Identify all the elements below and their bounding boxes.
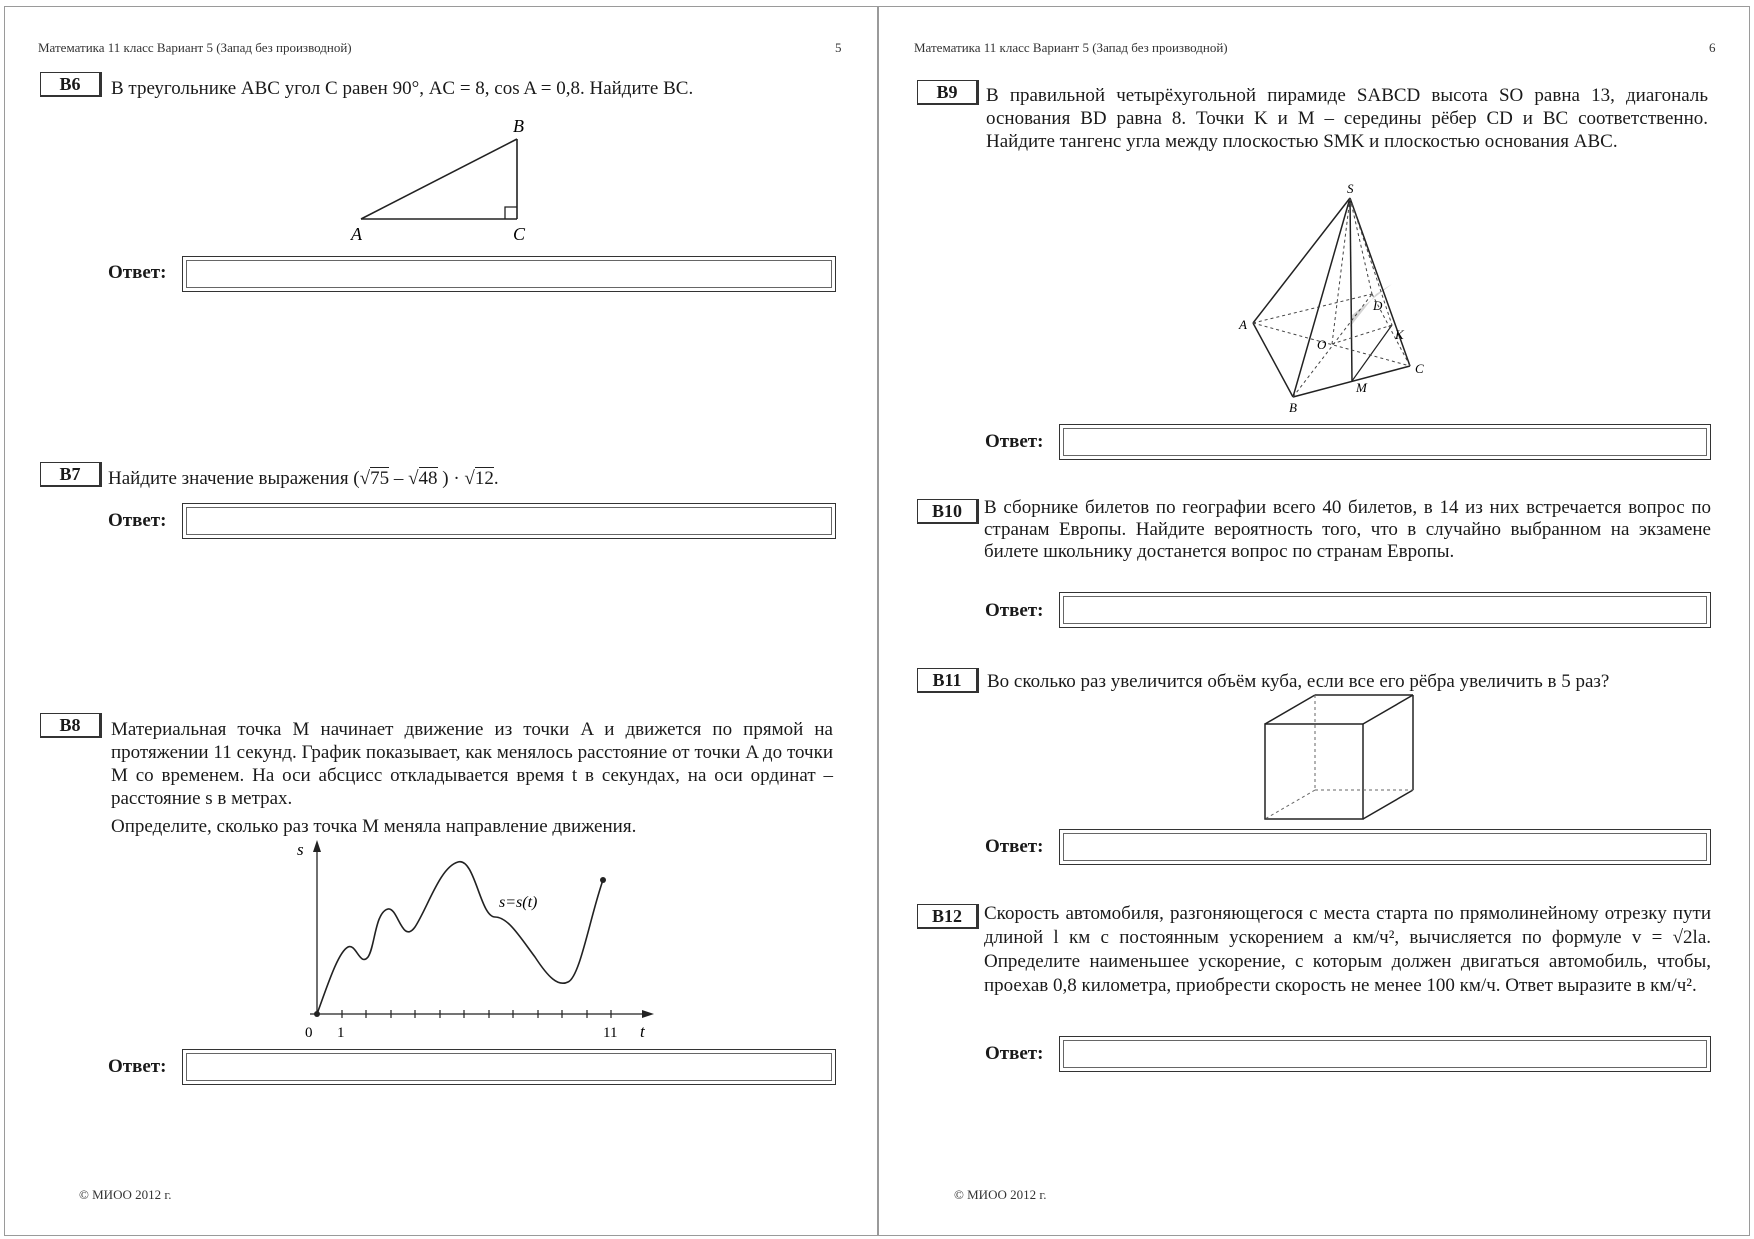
answer-label-b10: Ответ: — [985, 600, 1044, 621]
page-number: 5 — [835, 40, 842, 55]
vertex-b-label: B — [513, 116, 524, 136]
vertex-s-label: S — [1347, 181, 1354, 196]
tick-label-11: 11 — [603, 1025, 618, 1041]
problem-text-b7: Найдите значение выражения (√75 – √48 ) · √12. — [108, 468, 499, 489]
problem-text-b9: В правильной четырёхугольной пирамиде SABCD высота SO равна 13, диагональ основания BD равна 8. Точки K и M – середины рёбер CD и BC соответственно. Найдите тангенс угла между плоскостью SMK и плоскостью основания ABC. — [986, 85, 1708, 152]
answer-input-b7[interactable] — [182, 503, 836, 539]
answer-input-b8[interactable] — [182, 1049, 836, 1085]
problem-text-b11: Во сколько раз увеличится объём куба, если все его рёбра увеличить в 5 раз? — [987, 671, 1610, 692]
problem-label-b11: B11 — [917, 668, 979, 693]
footer: © МИОО 2012 г. — [79, 1187, 172, 1202]
vertex-k-label: K — [1395, 327, 1404, 342]
vertex-c-label: C — [513, 224, 526, 244]
problem-label-b12: B12 — [917, 904, 979, 929]
x-axis-label: t — [640, 1022, 645, 1041]
vertex-d-label: D — [1373, 298, 1383, 313]
page-header: Математика 11 класс Вариант 5 (Запад без производной) — [38, 40, 352, 55]
problem-label-b10: B10 — [917, 499, 979, 524]
answer-input-b6[interactable] — [182, 256, 836, 292]
problem-text-b12: Скорость автомобиля, разгоняющегося с места старта по прямолинейному отрезку пути длиной l км с постоянным ускорением a км/ч², вычисляется по формуле v = √2la. Определите наименьшее ускорение, с которым должен двигаться автомобиль, чтобы, проехав 0,8 километра, приобрести скорость не менее 100 км/ч. Ответ выразите в км/ч². — [984, 903, 1711, 996]
answer-label-b8: Ответ: — [108, 1056, 167, 1077]
answer-input-b10[interactable] — [1059, 592, 1711, 628]
page-left — [4, 6, 878, 1236]
page-header: Математика 11 класс Вариант 5 (Запад без производной) — [914, 40, 1228, 55]
problem-label-b6: B6 — [40, 72, 102, 97]
answer-label-b7: Ответ: — [108, 510, 167, 531]
vertex-m-label: M — [1356, 380, 1367, 395]
answer-input-b11[interactable] — [1059, 829, 1711, 865]
curve-label: s=s(t) — [499, 894, 538, 911]
page-number: 6 — [1709, 40, 1716, 55]
problem-text-b10: В сборнике билетов по географии всего 40 билетов, в 14 из них встречается вопрос по странам Европы. Найдите вероятность того, что в случайно выбранном на экзамене билете школьнику достанется вопрос по странам Европы. — [984, 497, 1711, 562]
problem-label-b7: B7 — [40, 462, 102, 487]
page-right — [878, 6, 1750, 1236]
answer-label-b6: Ответ: — [108, 262, 167, 283]
answer-label-b12: Ответ: — [985, 1043, 1044, 1064]
vertex-b-label: B — [1289, 400, 1297, 415]
y-axis-label: s — [297, 840, 304, 859]
problem-text-b8: Материальная точка M начинает движение из точки A и движется по прямой на протяжении 11 секунд. График показывает, как менялось расстояние от точки A до точки M со временем. На оси абсцисс откладывается время t в секундах, на оси ординат – расстояние s в метрах. — [111, 719, 833, 809]
answer-label-b11: Ответ: — [985, 836, 1044, 857]
footer: © МИОО 2012 г. — [954, 1187, 1047, 1202]
answer-input-b12[interactable] — [1059, 1036, 1711, 1072]
answer-input-b9[interactable] — [1059, 424, 1711, 460]
problem-text-b6: В треугольнике ABC угол C равен 90°, AC = 8, cos A = 0,8. Найдите BC. — [111, 78, 694, 99]
problem-question-b8: Определите, сколько раз точка M меняла направление движения. — [111, 816, 637, 837]
vertex-a-label: A — [351, 224, 362, 244]
vertex-a-label: A — [1239, 317, 1247, 332]
problem-label-b9: B9 — [917, 80, 979, 105]
pyramid-figure — [1237, 179, 1457, 419]
distance-time-graph — [280, 837, 660, 1042]
vertex-o-label: O — [1317, 337, 1327, 352]
answer-label-b9: Ответ: — [985, 431, 1044, 452]
vertex-c-label: C — [1415, 361, 1424, 376]
problem-label-b8: B8 — [40, 713, 102, 738]
cube-figure — [1261, 689, 1441, 824]
tick-label-1: 1 — [337, 1025, 345, 1041]
tick-label-0: 0 — [305, 1025, 313, 1041]
triangle-figure — [345, 107, 545, 247]
